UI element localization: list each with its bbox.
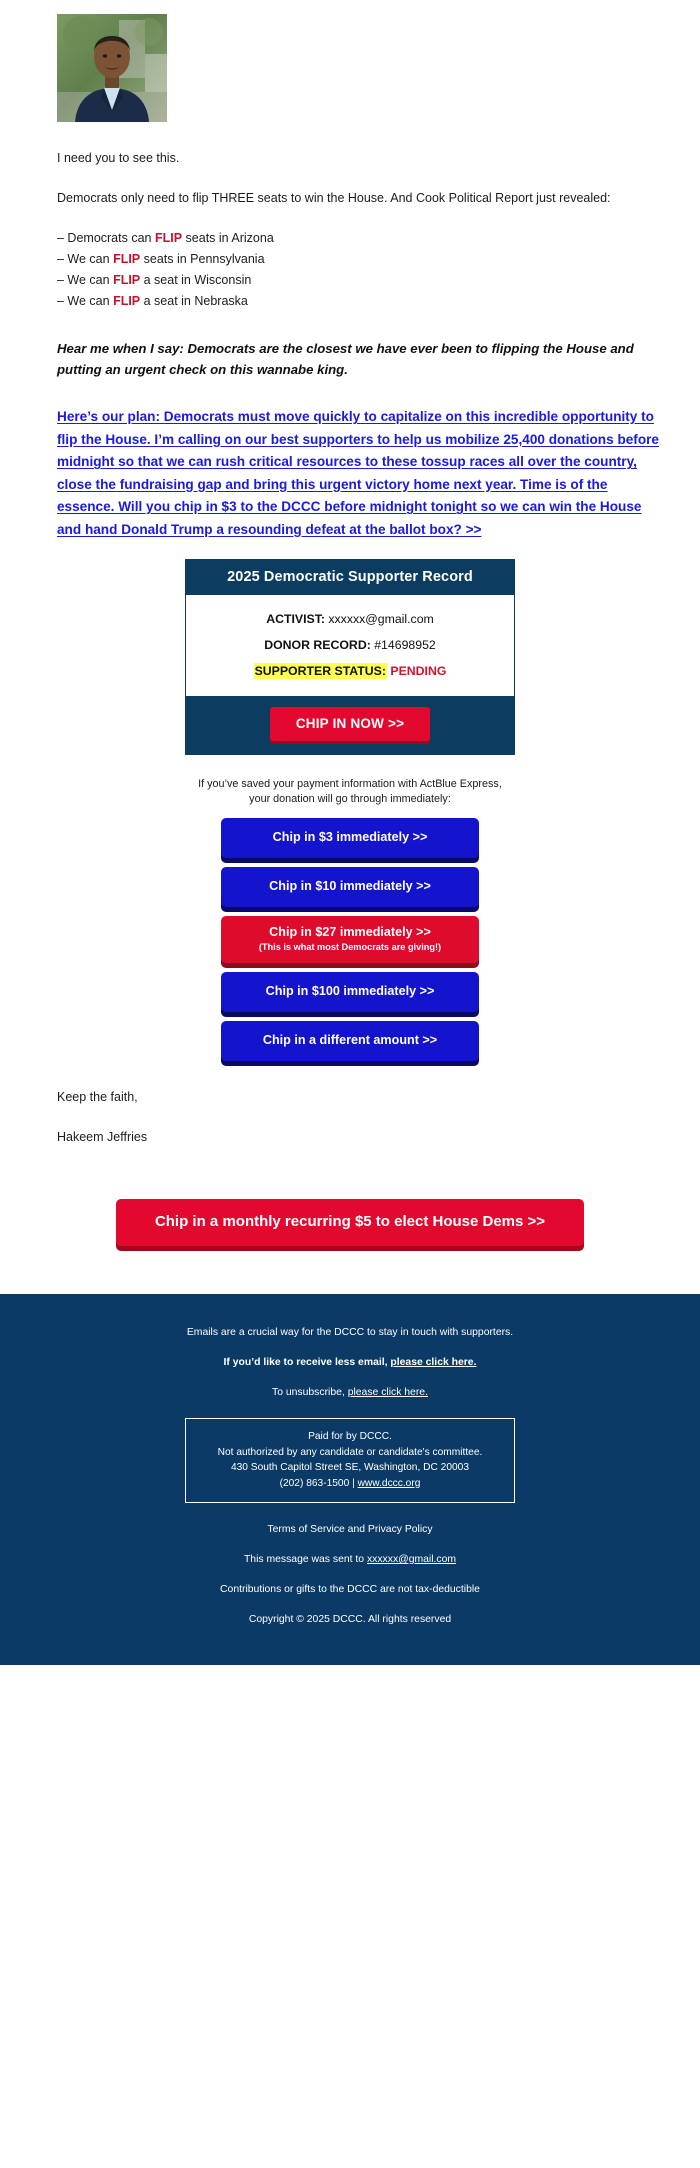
donate-100-button[interactable]: [221, 972, 479, 1012]
intro-paragraph: I need you to see this.: [57, 151, 180, 165]
flip-keyword: FLIP: [113, 273, 141, 287]
flip-item-suffix: a seat in Nebraska: [140, 294, 248, 308]
phone-website-line: [198, 1476, 502, 1492]
address-line: 430 South Capitol Street SE, Washington, DC 20003: [230, 1462, 470, 1473]
not-authorized-line: Not authorized by any candidate or candidate's committee.: [217, 1446, 483, 1458]
donate-10-label: Chip in $10 immediately >>: [269, 879, 431, 893]
sent-to-line: [40, 1545, 660, 1575]
flip-item-prefix: – Democrats can: [57, 231, 155, 245]
unsubscribe-link[interactable]: please click here.: [347, 1387, 428, 1398]
chip-in-now-button[interactable]: CHIP IN NOW >>: [270, 707, 430, 741]
signature-name: Hakeem Jeffries: [57, 1130, 148, 1144]
flip-item-suffix: seats in Pennsylvania: [140, 252, 265, 266]
donate-27-sublabel: (This is what most Democrats are giving!): [258, 942, 442, 952]
status-value: PENDING: [390, 664, 447, 678]
donate-27-label: Chip in $27 immediately >>: [269, 925, 431, 939]
email-footer: [0, 1294, 700, 1665]
donate-3-button[interactable]: [221, 818, 479, 858]
paragraph-cook-report: Democrats only need to flip THREE seats to win the House. And Cook Political Report just revealed:: [57, 191, 611, 205]
card-title: 2025 Democratic Supporter Record: [186, 560, 514, 595]
supporter-status-row: [196, 659, 504, 685]
list-item: [57, 228, 640, 249]
terms-link[interactable]: Terms of Service and Privacy Policy: [267, 1524, 433, 1535]
card-footer: [186, 696, 514, 754]
primary-donate-link[interactable]: Here’s our plan: Democrats must move quickly to capitalize on this incredible opportunity to flip the House. I’m calling on our best supporters to help us mobilize 25,400 donations before midnight so that we can rush critical resources to these tossup races all over the country, close the fundraising gap and bring this urgent victory home next year. Time is of the essence. Will you chip in $3 to the DCCC before midnight tonight so we can win the House and hand Donald Trump a resounding defeat at the ballot box? >>: [57, 409, 659, 537]
activist-value: xxxxxx@gmail.com: [324, 612, 434, 626]
sender-portrait-container: [0, 0, 700, 122]
flip-item-prefix: – We can: [57, 294, 114, 308]
express-note-line-1: If you’ve saved your payment information with ActBlue Express,: [198, 778, 502, 790]
card-body: [186, 595, 514, 696]
donation-amount-buttons: [0, 807, 700, 1061]
flip-item-suffix: seats in Arizona: [182, 231, 274, 245]
unsubscribe-line: [40, 1378, 660, 1408]
donor-record-row: [196, 633, 504, 659]
list-item: [57, 270, 640, 291]
monthly-recurring-section: [0, 1147, 700, 1246]
emphasis-paragraph: Hear me when I say: Democrats are the closest we have ever been to flipping the House and putting an urgent check on this wannabe king.: [57, 341, 634, 377]
flip-keyword: FLIP: [113, 252, 141, 266]
hakeem-jeffries-photo: [57, 14, 167, 122]
website-link[interactable]: www.dccc.org: [357, 1477, 421, 1489]
flip-item-prefix: – We can: [57, 252, 114, 266]
paid-for-line: Paid for by DCCC.: [308, 1431, 392, 1442]
express-note-line-2: your donation will go through immediately:: [249, 793, 451, 805]
tax-deductible-note: Contributions or gifts to the DCCC are not tax-deductible: [220, 1584, 480, 1595]
list-item: [57, 291, 640, 312]
activist-row: [196, 607, 504, 633]
donate-other-button[interactable]: [221, 1021, 479, 1061]
sent-to-prefix: This message was sent to: [243, 1554, 367, 1565]
donor-record-value: #14698952: [370, 638, 436, 652]
phone-number: (202) 863-1500 |: [279, 1477, 358, 1489]
actblue-express-note: [0, 755, 700, 807]
supporter-record-card: [185, 559, 515, 755]
donate-100-label: Chip in $100 immediately >>: [265, 984, 435, 998]
donate-10-button[interactable]: [221, 867, 479, 907]
footer-intro-line: Emails are a crucial way for the DCCC to stay in touch with supporters.: [186, 1327, 514, 1338]
flip-item-suffix: a seat in Wisconsin: [140, 273, 252, 287]
supporter-record-section: [0, 541, 700, 755]
flip-seats-list: [0, 228, 700, 312]
monthly-recurring-button[interactable]: Chip in a monthly recurring $5 to elect House Dems >>: [116, 1199, 584, 1246]
recipient-email-link[interactable]: xxxxxx@gmail.com: [366, 1554, 457, 1565]
activist-label: ACTIVIST:: [266, 612, 325, 626]
donate-27-button[interactable]: [221, 916, 479, 963]
less-email-line: [40, 1348, 660, 1378]
signoff-line: Keep the faith,: [57, 1090, 138, 1104]
donor-record-label: DONOR RECORD:: [264, 638, 371, 652]
status-badge: SUPPORTER STATUS:: [254, 664, 386, 678]
list-item: [57, 249, 640, 270]
donate-3-label: Chip in $3 immediately >>: [272, 830, 428, 844]
less-email-prefix: If you’d like to receive less email,: [223, 1357, 391, 1368]
flip-keyword: FLIP: [113, 294, 141, 308]
less-email-link[interactable]: please click here.: [390, 1357, 477, 1368]
flip-item-prefix: – We can: [57, 273, 114, 287]
paid-for-disclaimer-box: [185, 1418, 515, 1503]
flip-keyword: FLIP: [154, 231, 183, 245]
donate-other-label: Chip in a different amount >>: [262, 1033, 438, 1047]
unsubscribe-prefix: To unsubscribe,: [272, 1387, 348, 1398]
copyright-line: Copyright © 2025 DCCC. All rights reserved: [248, 1614, 452, 1625]
